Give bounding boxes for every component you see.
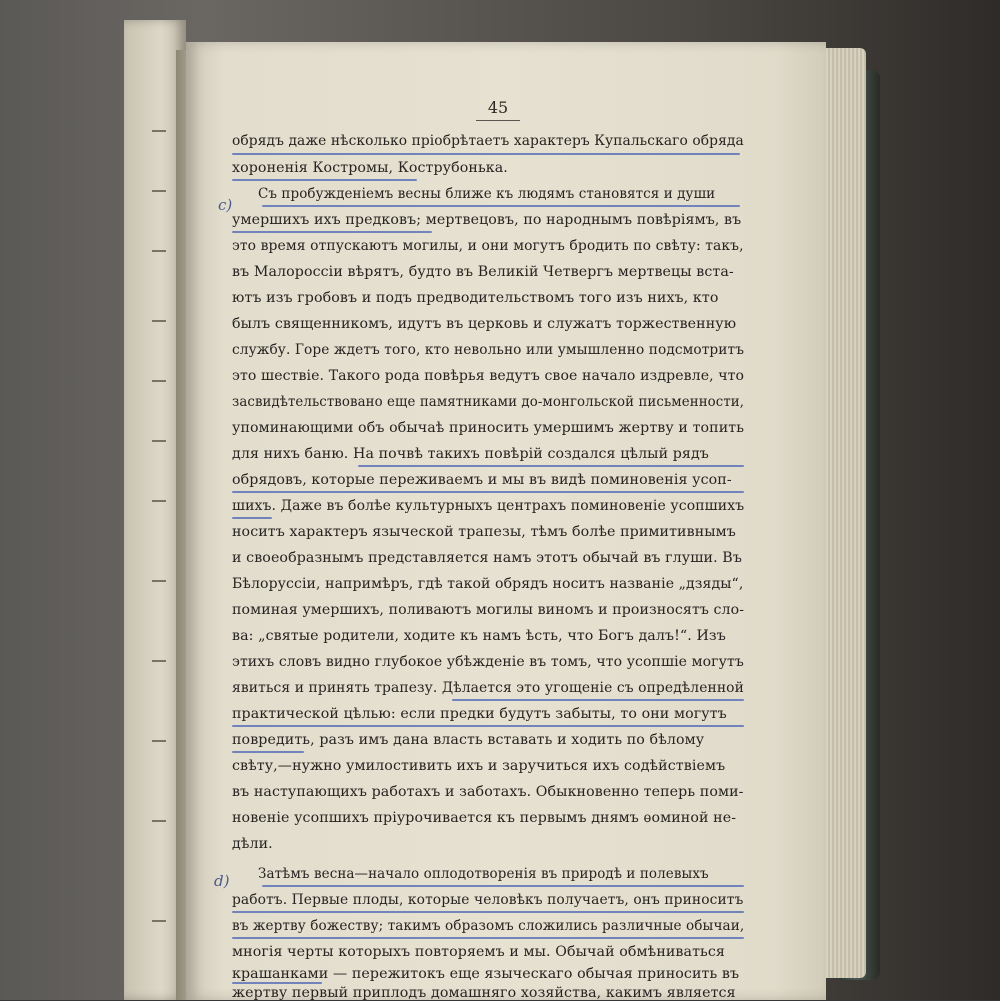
text-line: носитъ характеръ языческой трапезы, тѣмъ болѣе примитивнымъ xyxy=(232,524,736,540)
pen-underline xyxy=(232,153,740,155)
text-line: крашанками — пережитокъ еще языческаго обычая приносить въ xyxy=(232,966,740,982)
text-line: для нихъ баню. На почвѣ такихъ повѣрій создался цѣлый рядъ xyxy=(232,446,709,462)
text-line: свѣту,—нужно умилостивить ихъ и заручиться ихъ содѣйствіемъ xyxy=(232,758,726,774)
text-line: обрядовъ, которые переживаемъ и мы въ видѣ поминовенія усоп- xyxy=(232,472,732,488)
page-edges xyxy=(822,48,866,978)
text-line: практической цѣлью: если предки будутъ забыты, то они могутъ xyxy=(232,706,727,722)
text-line: этихъ словъ видно глубокое убѣжденіе въ томъ, что усопшіе могутъ xyxy=(232,654,744,670)
pen-underline xyxy=(262,885,744,887)
text-line: въ жертву божеству; такимъ образомъ сложились различные обычаи, xyxy=(232,918,745,934)
text-line: засвидѣтельствовано еще памятниками до-монгольской письменности, xyxy=(232,394,745,410)
page-number-rule xyxy=(476,120,520,121)
pen-underline xyxy=(232,982,322,984)
left-page-marks xyxy=(152,20,172,1000)
text-line: новеніе усопшихъ пріурочивается къ первымъ днямъ ѳоминой не- xyxy=(232,810,737,826)
pen-underline xyxy=(232,911,744,913)
text-line: въ Малороссіи вѣрятъ, будто въ Великій Четвергъ мертвецы вста- xyxy=(232,264,734,280)
text-line: былъ священникомъ, идутъ въ церковь и служатъ торжественную xyxy=(232,316,737,332)
text-line: это шествіе. Такого рода повѣрья ведутъ свое начало издревле, что xyxy=(232,368,745,384)
text-line: шихъ. Даже въ болѣе культурныхъ центрахъ поминовеніе усопшихъ xyxy=(232,498,745,514)
text-line: поминая умершихъ, поливаютъ могилы виномъ и произносятъ сло- xyxy=(232,602,745,618)
text-line: обрядъ даже нѣсколько пріобрѣтаетъ характеръ Купальскаго обряда xyxy=(232,133,744,149)
text-line: хороненія Костромы, Кострубонька. xyxy=(232,160,508,176)
pen-underline xyxy=(262,205,740,207)
text-line: явиться и принять трапезу. Дѣлается это угощеніе съ опредѣленной xyxy=(232,680,744,696)
pen-underline xyxy=(232,725,744,727)
pen-underline xyxy=(232,751,304,753)
pen-underline xyxy=(232,179,417,181)
pen-underline xyxy=(232,491,744,493)
text-line: ва: „святые родители, ходите къ намъ ѣсть, что Богъ далъ!“. Изъ xyxy=(232,628,726,644)
text-line: ютъ изъ гробовъ и подъ предводительствомъ того изъ нихъ, кто xyxy=(232,290,719,306)
pen-underline xyxy=(452,699,744,701)
text-line: въ наступающихъ работахъ и заботахъ. Обыкновенно теперь поми- xyxy=(232,784,744,800)
text-line: умершихъ ихъ предковъ; мертвецовъ, по народнымъ повѣріямъ, въ xyxy=(232,212,742,228)
text-line: службу. Горе ждетъ того, кто невольно или умышленно подсмотритъ xyxy=(232,342,745,358)
text-line: и своеобразнымъ представляется намъ этотъ обычай въ глуши. Въ xyxy=(232,550,742,566)
text-line: Бѣлоруссіи, напримѣръ, гдѣ такой обрядъ носитъ названіе „дзяды“, xyxy=(232,576,744,592)
text-line: работъ. Первые плоды, которые человѣкъ получаетъ, онъ приноситъ xyxy=(232,892,744,908)
pen-underline xyxy=(358,465,744,467)
text-line: Затѣмъ весна—начало оплодотворенія въ природѣ и полевыхъ xyxy=(258,866,709,882)
pen-underline xyxy=(232,231,432,233)
page-number: 45 xyxy=(487,98,509,117)
text-line: упоминающими объ обычаѣ приносить умершимъ жертву и топить xyxy=(232,420,745,436)
pen-underline xyxy=(232,937,744,939)
text-line: повредить, разъ имъ дана власть вставать и ходить по бѣлому xyxy=(232,732,705,748)
margin-mark-d: d) xyxy=(214,872,230,890)
text-line: это время отпускаютъ могилы, и они могутъ бродить по свѣту: такъ, xyxy=(232,238,744,254)
text-line: Съ пробужденіемъ весны ближе къ людямъ становятся и души xyxy=(258,186,716,202)
text-line: жертву первый приплодъ домашняго хозяйства, какимъ является xyxy=(232,985,736,1001)
text-line: многія черты которыхъ повторяемъ и мы. Обычай обмѣниваться xyxy=(232,944,725,960)
text-line: дѣли. xyxy=(232,836,273,852)
margin-mark-c: c) xyxy=(218,196,233,214)
pen-underline xyxy=(232,517,272,519)
